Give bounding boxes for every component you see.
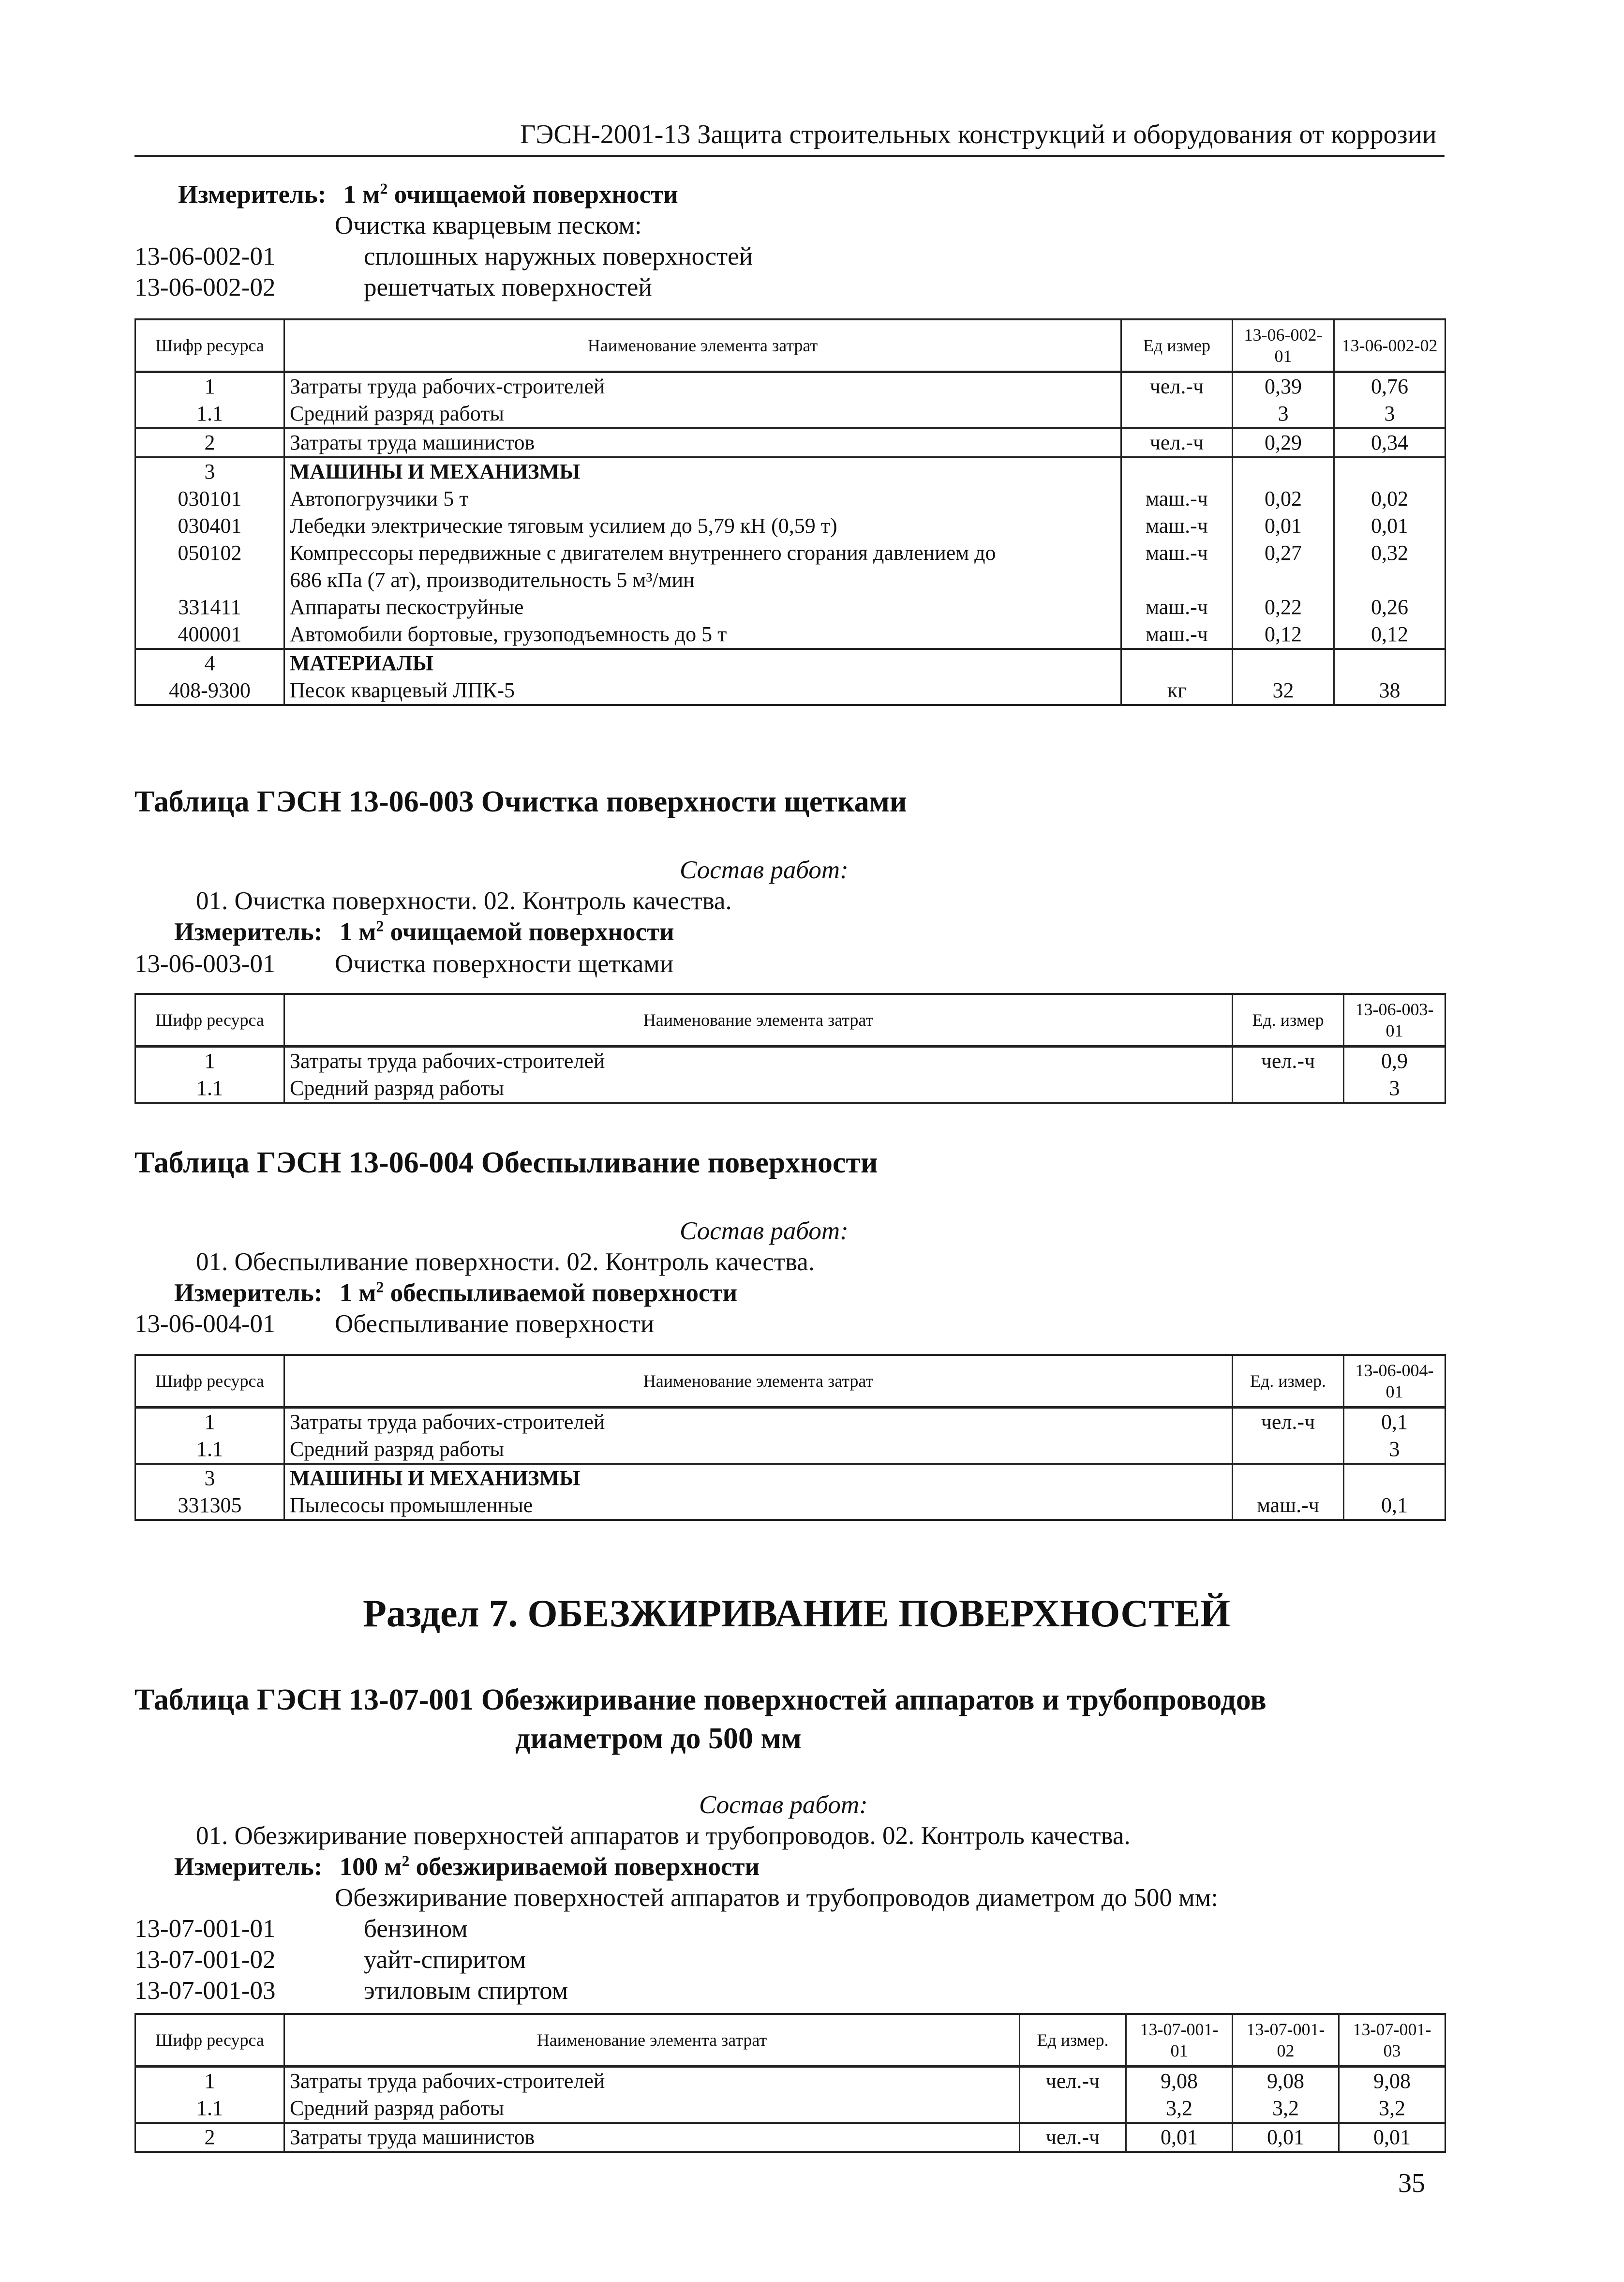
- cell: 400001: [135, 621, 284, 649]
- cell: Затраты труда рабочих-строителей: [284, 372, 1121, 401]
- cell: 9,08: [1339, 2067, 1445, 2095]
- cell: [1344, 1464, 1445, 1492]
- cell: 0,01: [1339, 2123, 1445, 2152]
- header-cell: Ед. измер: [1233, 994, 1344, 1047]
- cell: 0,12: [1334, 621, 1445, 649]
- composition-text: 01. Очистка поверхности. 02. Контроль качества.: [196, 887, 732, 915]
- resource-table: [134, 2013, 1446, 2153]
- table-header-row: [135, 994, 1445, 1047]
- cell: [1334, 567, 1445, 594]
- measure-label: Измеритель:: [174, 918, 323, 946]
- cell: [1233, 1436, 1344, 1464]
- table-title-line2: диаметром до 500 мм: [515, 1722, 802, 1755]
- header-cell: Ед. измер.: [1233, 1355, 1344, 1408]
- measure-sup: 2: [402, 1852, 410, 1870]
- cell: Средний разряд работы: [284, 1075, 1233, 1103]
- cell: [1121, 567, 1233, 594]
- cell: 1.1: [135, 400, 284, 428]
- cell: 3: [1233, 400, 1334, 428]
- item-code: 13-07-001-01: [134, 1915, 276, 1943]
- table-title: Таблица ГЭСН 13-06-003 Очистка поверхности щетками: [134, 785, 907, 818]
- cell: 0,1: [1344, 1408, 1445, 1436]
- cell: Средний разряд работы: [284, 1436, 1233, 1464]
- cell: 4: [135, 649, 284, 677]
- cell: маш.-ч: [1121, 621, 1233, 649]
- table-header-row: [135, 319, 1445, 372]
- measure-tail: обезжириваемой поверхности: [409, 1853, 760, 1881]
- table-row: [135, 400, 1445, 428]
- cell: 3,2: [1339, 2095, 1445, 2123]
- measure-line: [174, 917, 674, 946]
- cell: 331305: [135, 1492, 284, 1520]
- cell: чел.-ч: [1020, 2123, 1126, 2152]
- table-row: [135, 594, 1445, 621]
- composition-label: Состав работ:: [699, 1791, 868, 1819]
- cell: 0,1: [1344, 1492, 1445, 1520]
- cell: Затраты труда рабочих-строителей: [284, 1047, 1233, 1075]
- cell: 2: [135, 2123, 284, 2152]
- cell: 0,39: [1233, 372, 1334, 401]
- measure-tail: очищаемой поверхности: [387, 180, 678, 209]
- header-cell: Ед измер.: [1020, 2014, 1126, 2067]
- cell: 0,01: [1126, 2123, 1233, 2152]
- measure-value: 1 м: [339, 1279, 376, 1307]
- measure-sup: 2: [376, 917, 384, 935]
- cell: 1.1: [135, 1075, 284, 1103]
- cell: [1020, 2095, 1126, 2123]
- cell: [1334, 457, 1445, 485]
- cell: 9,08: [1126, 2067, 1233, 2095]
- table-row: [135, 485, 1445, 512]
- cell: чел.-ч: [1233, 1047, 1344, 1075]
- measure-tail: очищаемой поверхности: [384, 918, 674, 946]
- cell: [135, 567, 284, 594]
- cell: Лебедки электрические тяговым усилием до 5,79 кН (0,59 т): [284, 512, 1121, 540]
- cell: 32: [1233, 677, 1334, 705]
- table-row: [135, 457, 1445, 485]
- measure-line: [178, 180, 678, 209]
- cell: Пылесосы промышленные: [284, 1492, 1233, 1520]
- cell: чел.-ч: [1121, 372, 1233, 401]
- cell: 3: [135, 1464, 284, 1492]
- cell: кг: [1121, 677, 1233, 705]
- cell: маш.-ч: [1233, 1492, 1344, 1520]
- cell: [1121, 457, 1233, 485]
- cell: Аппараты пескоструйные: [284, 594, 1121, 621]
- measure-label: Измеритель:: [174, 1279, 323, 1307]
- item-code: 13-07-001-03: [134, 1977, 276, 2005]
- cell: 331411: [135, 594, 284, 621]
- cell: [1334, 649, 1445, 677]
- table-row: [135, 567, 1445, 594]
- cell: [1233, 649, 1334, 677]
- cell: Автомобили бортовые, грузоподъемность до 5 т: [284, 621, 1121, 649]
- cell: 0,9: [1344, 1047, 1445, 1075]
- item-code: 13-07-001-02: [134, 1946, 276, 1974]
- cell: 0,02: [1233, 485, 1334, 512]
- cell: чел.-ч: [1233, 1408, 1344, 1436]
- item-text: сплошных наружных поверхностей: [364, 242, 753, 270]
- header-cell: 13-07-001-03: [1339, 2014, 1445, 2067]
- cell: Компрессоры передвижные с двигателем внутреннего сгорания давлением до: [284, 540, 1121, 567]
- cell: 1: [135, 1047, 284, 1075]
- header-cell: 13-06-002-02: [1334, 319, 1445, 372]
- item-text: уайт-спиритом: [364, 1946, 526, 1974]
- table-row: [135, 1464, 1445, 1492]
- cell: Затраты труда машинистов: [284, 2123, 1020, 2152]
- item-code: 13-06-002-01: [134, 242, 276, 270]
- table-row: [135, 1075, 1445, 1103]
- cell: маш.-ч: [1121, 540, 1233, 567]
- cell: 1: [135, 1408, 284, 1436]
- table-row: [135, 1492, 1445, 1520]
- cell: 3,2: [1233, 2095, 1339, 2123]
- cell: 0,01: [1233, 2123, 1339, 2152]
- table-title: Таблица ГЭСН 13-06-004 Обеспыливание поверхности: [134, 1146, 878, 1179]
- item-text: Обеспыливание поверхности: [335, 1310, 655, 1338]
- cell: Затраты труда рабочих-строителей: [284, 1408, 1233, 1436]
- cell: маш.-ч: [1121, 512, 1233, 540]
- composition-label: Состав работ:: [680, 856, 849, 884]
- measure-value: 1 м: [343, 180, 380, 209]
- measure-label: Измеритель:: [174, 1853, 323, 1881]
- cell: 1: [135, 2067, 284, 2095]
- header-cell: Шифр ресурса: [135, 1355, 284, 1408]
- cell: 9,08: [1233, 2067, 1339, 2095]
- resource-table: [134, 1354, 1446, 1521]
- header-cell: Шифр ресурса: [135, 319, 284, 372]
- table-row: [135, 2095, 1445, 2123]
- table-row: [135, 1436, 1445, 1464]
- table-row: [135, 512, 1445, 540]
- running-header: ГЭСН-2001-13 Защита строительных конструкций и оборудования от коррозии: [520, 120, 1437, 150]
- header-cell: Наименование элемента затрат: [284, 994, 1233, 1047]
- cell: 0,34: [1334, 428, 1445, 457]
- header-cell: 13-07-001-02: [1233, 2014, 1339, 2067]
- composition-text: 01. Обеспыливание поверхности. 02. Контроль качества.: [196, 1248, 815, 1276]
- measure-label: Измеритель:: [178, 180, 327, 209]
- cell: 0,12: [1233, 621, 1334, 649]
- cell: [1121, 649, 1233, 677]
- item-code: 13-06-004-01: [134, 1310, 276, 1338]
- header-cell: Наименование элемента затрат: [284, 1355, 1233, 1408]
- table-row: [135, 428, 1445, 457]
- intro-text: Обезжиривание поверхностей аппаратов и трубопроводов диаметром до 500 мм:: [335, 1884, 1218, 1912]
- measure-value: 1 м: [339, 918, 376, 946]
- cell: 1.1: [135, 1436, 284, 1464]
- header-cell: Ед измер: [1121, 319, 1233, 372]
- resource-table: [134, 318, 1446, 706]
- table-row: [135, 1047, 1445, 1075]
- cell: [1233, 1464, 1344, 1492]
- cell: Затраты труда машинистов: [284, 428, 1121, 457]
- table-row: [135, 2067, 1445, 2095]
- item-text: бензином: [364, 1915, 468, 1943]
- cell: чел.-ч: [1121, 428, 1233, 457]
- cell: 2: [135, 428, 284, 457]
- cell: 030101: [135, 485, 284, 512]
- cell: 686 кПа (7 ат), производительность 5 м³/мин: [284, 567, 1121, 594]
- cell: 3: [1334, 400, 1445, 428]
- cell: 1.1: [135, 2095, 284, 2123]
- measure-tail: обеспыливаемой поверхности: [384, 1279, 738, 1307]
- header-cell: Наименование элемента затрат: [284, 2014, 1020, 2067]
- header-cell: 13-06-003-01: [1344, 994, 1445, 1047]
- measure-value: 100 м: [339, 1853, 402, 1881]
- table-title: Таблица ГЭСН 13-07-001 Обезжиривание поверхностей аппаратов и трубопроводов: [134, 1683, 1266, 1716]
- item-text: этиловым спиртом: [364, 1977, 568, 2005]
- cell: Песок кварцевый ЛПК-5: [284, 677, 1121, 705]
- table-row: [135, 1408, 1445, 1436]
- group-heading-cell: МАТЕРИАЛЫ: [284, 649, 1121, 677]
- measure-sup: 2: [380, 180, 388, 197]
- cell: 3: [1344, 1436, 1445, 1464]
- cell: 050102: [135, 540, 284, 567]
- header-cell: 13-06-002-01: [1233, 319, 1334, 372]
- section-title: Раздел 7. ОБЕЗЖИРИВАНИЕ ПОВЕРХНОСТЕЙ: [363, 1592, 1231, 1635]
- group-heading-cell: МАШИНЫ И МЕХАНИЗМЫ: [284, 1464, 1233, 1492]
- item-code: 13-06-003-01: [134, 950, 276, 978]
- cell: чел.-ч: [1020, 2067, 1126, 2095]
- table-row: [135, 649, 1445, 677]
- header-cell: 13-06-004-01: [1344, 1355, 1445, 1408]
- cell: маш.-ч: [1121, 485, 1233, 512]
- header-cell: Шифр ресурса: [135, 994, 284, 1047]
- cell: 0,02: [1334, 485, 1445, 512]
- cell: 38: [1334, 677, 1445, 705]
- cell: 0,01: [1334, 512, 1445, 540]
- cell: [1233, 457, 1334, 485]
- measure-line: [174, 1278, 737, 1307]
- cell: [1121, 400, 1233, 428]
- item-text: Очистка поверхности щетками: [335, 950, 674, 978]
- cell: Автопогрузчики 5 т: [284, 485, 1121, 512]
- cell: [1233, 567, 1334, 594]
- cell: 3: [1344, 1075, 1445, 1103]
- resource-table: [134, 993, 1446, 1104]
- composition-label: Состав работ:: [680, 1217, 849, 1245]
- measure-sup: 2: [376, 1278, 384, 1296]
- intro-text: Очистка кварцевым песком:: [335, 211, 642, 240]
- table-row: [135, 621, 1445, 649]
- item-code: 13-06-002-02: [134, 273, 276, 301]
- cell: Затраты труда рабочих-строителей: [284, 2067, 1020, 2095]
- composition-text: 01. Обезжиривание поверхностей аппаратов и трубопроводов. 02. Контроль качества.: [196, 1822, 1131, 1850]
- cell: 030401: [135, 512, 284, 540]
- table-row: [135, 677, 1445, 705]
- item-text: решетчатых поверхностей: [364, 273, 652, 301]
- page-number: 35: [1398, 2168, 1425, 2198]
- table-header-row: [135, 2014, 1445, 2067]
- cell: 0,01: [1233, 512, 1334, 540]
- cell: 0,26: [1334, 594, 1445, 621]
- cell: Средний разряд работы: [284, 400, 1121, 428]
- cell: 0,29: [1233, 428, 1334, 457]
- header-cell: Наименование элемента затрат: [284, 319, 1121, 372]
- cell: 0,32: [1334, 540, 1445, 567]
- header-cell: Шифр ресурса: [135, 2014, 284, 2067]
- cell: Средний разряд работы: [284, 2095, 1020, 2123]
- cell: 0,27: [1233, 540, 1334, 567]
- header-cell: 13-07-001-01: [1126, 2014, 1233, 2067]
- header-rule: [134, 155, 1445, 157]
- measure-line: [174, 1852, 760, 1881]
- cell: [1233, 1075, 1344, 1103]
- cell: 408-9300: [135, 677, 284, 705]
- cell: 3,2: [1126, 2095, 1233, 2123]
- cell: 0,76: [1334, 372, 1445, 401]
- cell: 3: [135, 457, 284, 485]
- cell: маш.-ч: [1121, 594, 1233, 621]
- table-row: [135, 540, 1445, 567]
- cell: 0,22: [1233, 594, 1334, 621]
- table-row: [135, 2123, 1445, 2152]
- table-header-row: [135, 1355, 1445, 1408]
- cell: 1: [135, 372, 284, 401]
- group-heading-cell: МАШИНЫ И МЕХАНИЗМЫ: [284, 457, 1121, 485]
- table-row: [135, 372, 1445, 401]
